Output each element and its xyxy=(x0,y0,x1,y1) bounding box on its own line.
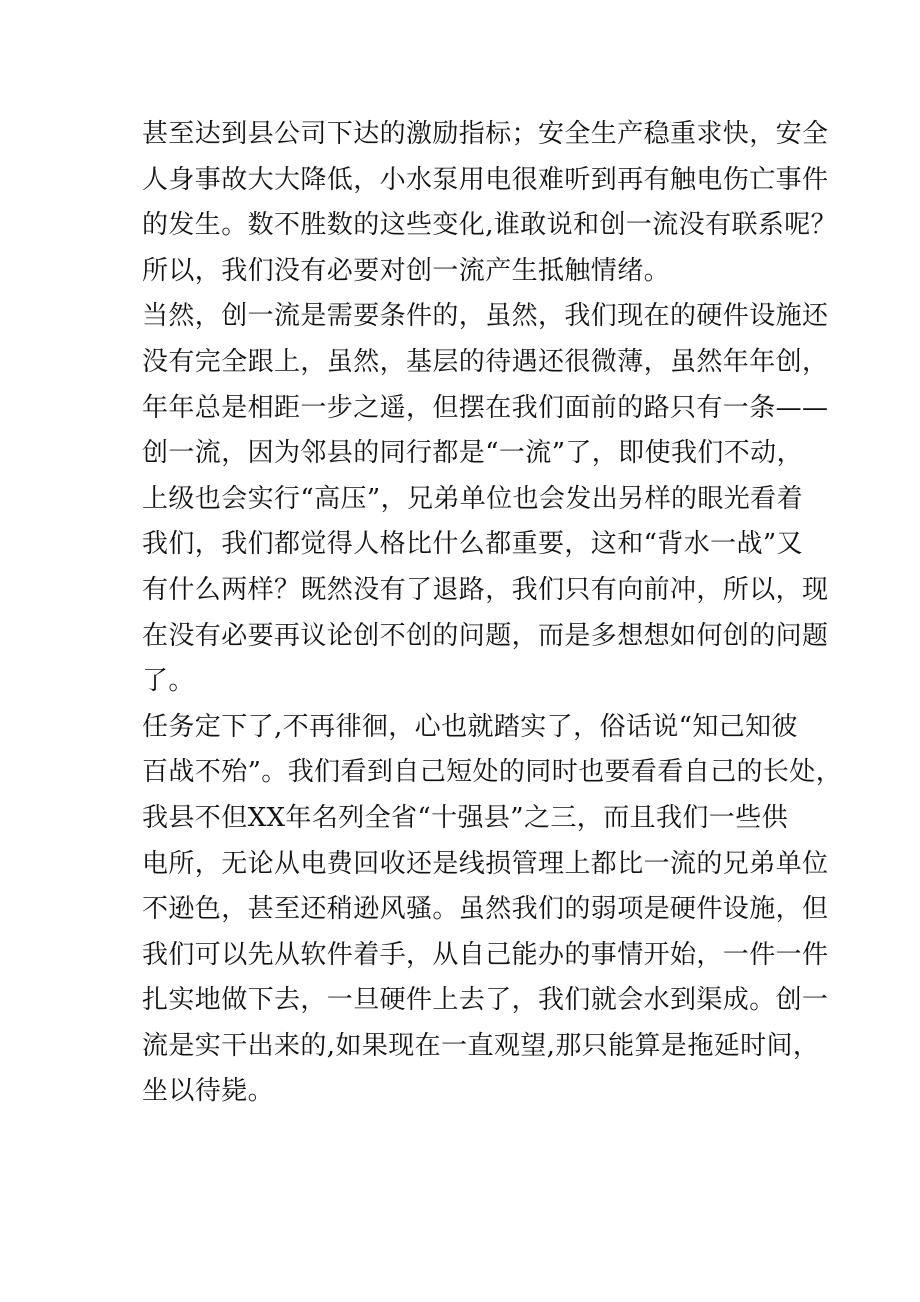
text-line-7: 年年总是相距一步之遥，但摆在我们面前的路只有一条—— xyxy=(142,392,829,423)
text-line-18: 不逊色，甚至还稍逊风骚。虽然我们的弱项是硬件设施，但 xyxy=(142,894,829,925)
text-line-5: 当然，创一流是需要条件的，虽然，我们现在的硬件设施还 xyxy=(142,301,829,332)
text-line-20: 扎实地做下去，一旦硬件上去了，我们就会水到渠成。创一 xyxy=(142,985,829,1016)
text-line-3: 的发生。数不胜数的这些变化,谁敢说和创一流没有联系呢？ xyxy=(142,210,838,241)
body-text xyxy=(142,112,843,1115)
text-line-14: 任务定下了,不再徘徊，心也就踏实了，俗话说“知己知彼 xyxy=(142,711,798,742)
text-line-1: 甚至达到县公司下达的激励指标；安全生产稳重求快，安全 xyxy=(142,119,829,149)
text-line-6: 没有完全跟上，虽然，基层的待遇还很微薄，虽然年年创， xyxy=(142,346,829,377)
text-line-13: 了。 xyxy=(142,666,195,697)
text-line-8: 创一流，因为邻县的同行都是“一流”了，即使我们不动， xyxy=(142,438,803,469)
text-line-22: 坐以待毙。 xyxy=(142,1076,275,1107)
text-line-10: 我们，我们都觉得人格比什么都重要，这和“背水一战”又 xyxy=(142,529,803,560)
text-line-21: 流是实干出来的,如果现在一直观望,那只能算是拖延时间， xyxy=(142,1030,820,1061)
text-line-4: 所以，我们没有必要对创一流产生抵触情绪。 xyxy=(142,255,671,286)
text-line-15: 百战不殆”。我们看到自己短处的同时也要看看自己的长处， xyxy=(142,757,843,788)
text-line-12: 在没有必要再议论创不创的问题，而是多想想如何创的问题 xyxy=(142,620,829,651)
text-line-19: 我们可以先从软件着手，从自己能办的事情开始，一件一件 xyxy=(142,939,829,970)
text-line-2: 人身事故大大降低，小水泵用电很难听到再有触电伤亡事件 xyxy=(142,164,829,195)
text-line-11: 有什么两样？既然没有了退路，我们只有向前冲，所以，现 xyxy=(142,574,829,605)
text-line-16: 我县不但XX年名列全省“十强县”之三，而且我们一些供 xyxy=(142,802,789,833)
text-line-17: 电所，无论从电费回收还是线损管理上都比一流的兄弟单位 xyxy=(142,848,829,879)
text-line-9: 上级也会实行“高压”，兄弟单位也会发出另样的眼光看着 xyxy=(142,483,803,514)
